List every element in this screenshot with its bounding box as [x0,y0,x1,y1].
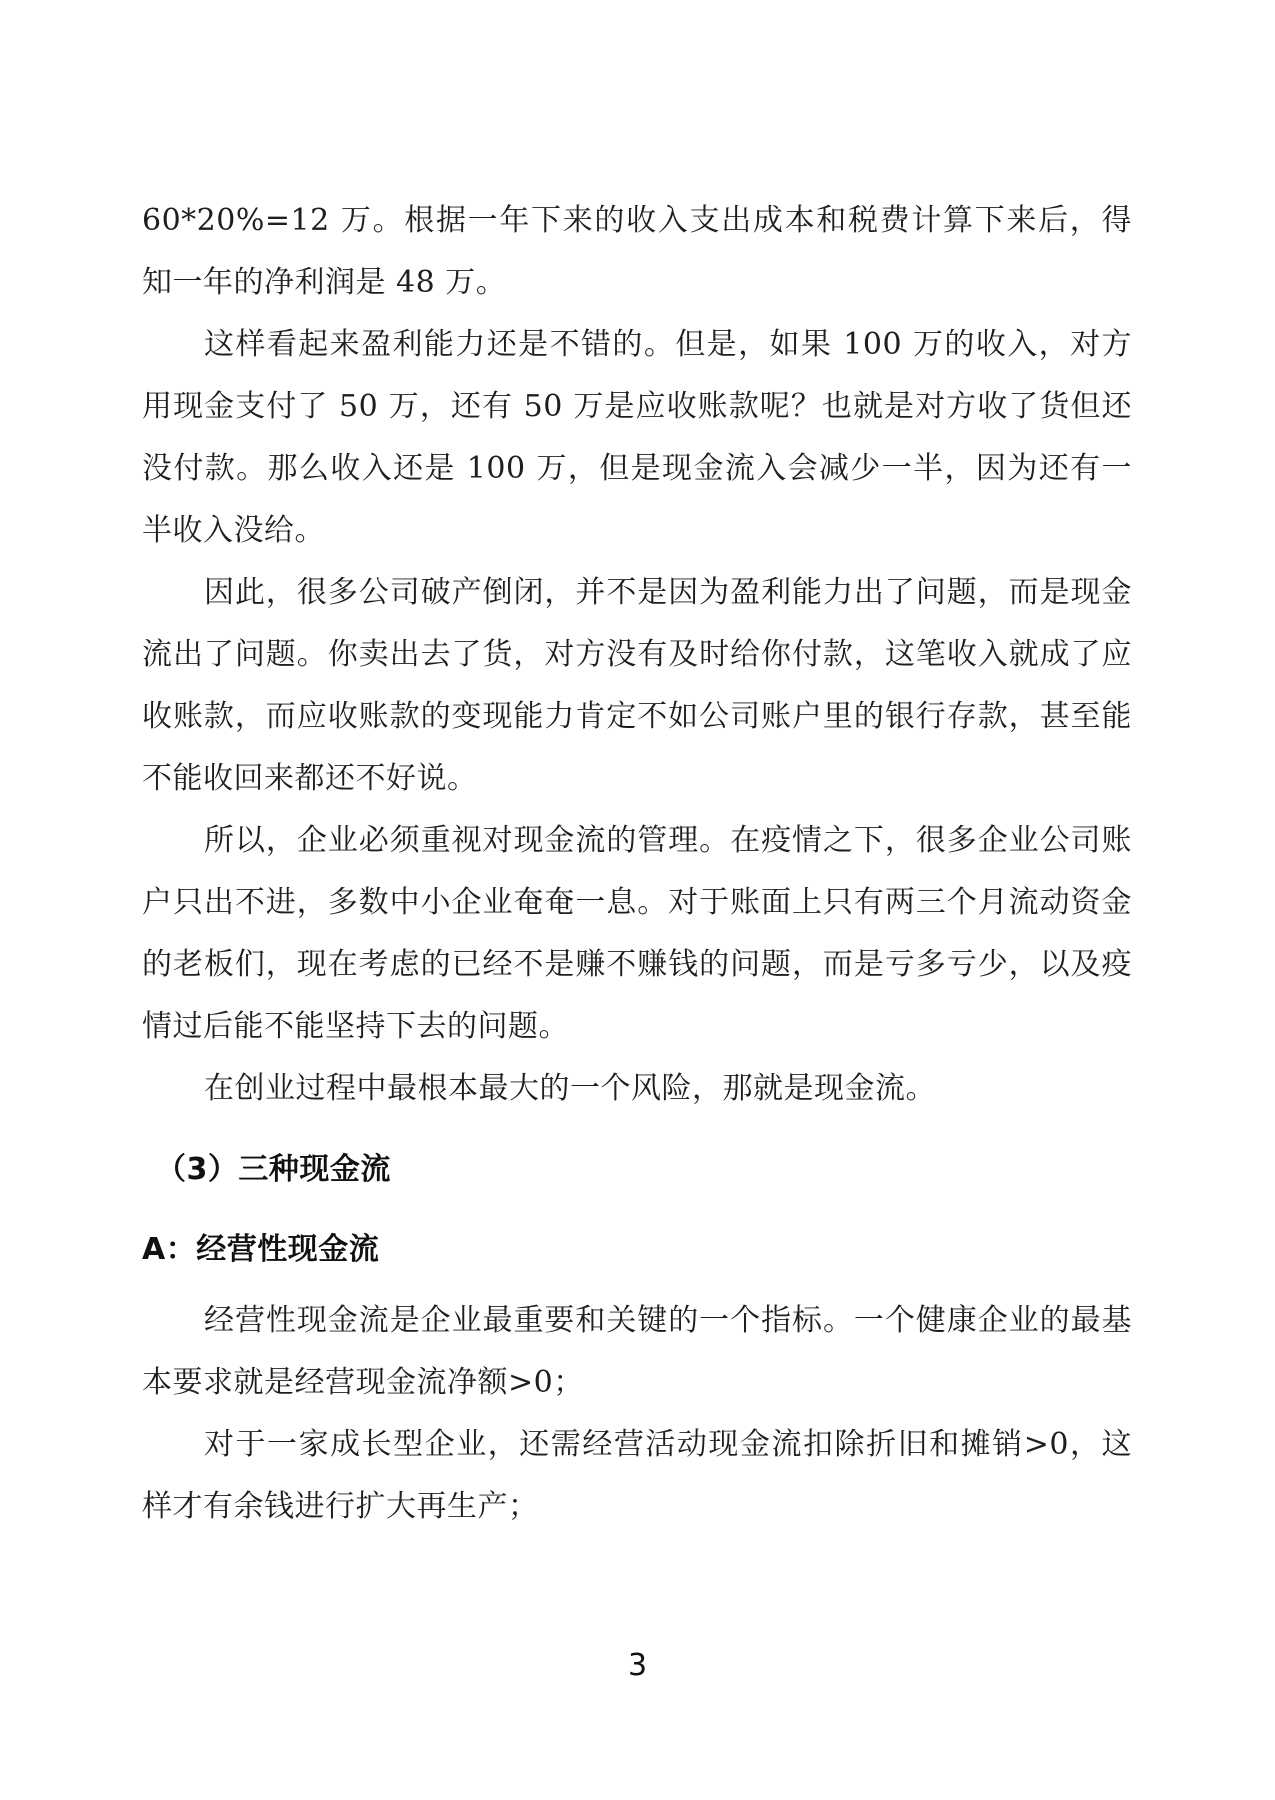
paragraph-growth-enterprise: 对于一家成长型企业，还需经营活动现金流扣除折旧和摊销>0，这样才有余钱进行扩大再生产； [142,1427,1132,1524]
paragraph-bankruptcy-cause: 因此，很多公司破产倒闭，并不是因为盈利能力出了问题，而是现金流出了问题。你卖出去了货，对方没有及时给你付款，这笔收入就成了应收账款，而应收账款的变现能力肯定不如公司账户里的银行存款，甚至能不能收回来都还不好说。 [142,575,1132,796]
page-number: 3 [627,1648,648,1683]
page-body [142,190,1132,1538]
paragraph-operating-cashflow: 经营性现金流是企业最重要和关键的一个指标。一个健康企业的最基本要求就是经营现金流净额>0； [142,1303,1132,1400]
paragraph-biggest-risk: 在创业过程中最根本最大的一个风险，那就是现金流。 [204,1071,936,1106]
subsection-heading: A：经营性现金流 [142,1232,380,1267]
paragraph-net-profit: 60*20%=12 万。根据一年下来的收入支出成本和税费计算下来后，得知一年的净利润是 48 万。 [142,203,1132,300]
paragraph-receivables-example: 这样看起来盈利能力还是不错的。但是，如果 100 万的收入，对方用现金支付了 50 万，还有 50 万是应收账款呢？也就是对方收了货但还没付款。那么收入还是 100 万，但是现金流入会减少一半，因为还有一半收入没给。 [142,327,1132,548]
section-heading: （3）三种现金流 [156,1152,391,1187]
paragraph-cashflow-management: 所以，企业必须重视对现金流的管理。在疫情之下，很多企业公司账户只出不进，多数中小企业奄奄一息。对于账面上只有两三个月流动资金的老板们，现在考虑的已经不是赚不赚钱的问题，而是亏多亏少，以及疫情过后能不能坚持下去的问题。 [142,823,1132,1044]
